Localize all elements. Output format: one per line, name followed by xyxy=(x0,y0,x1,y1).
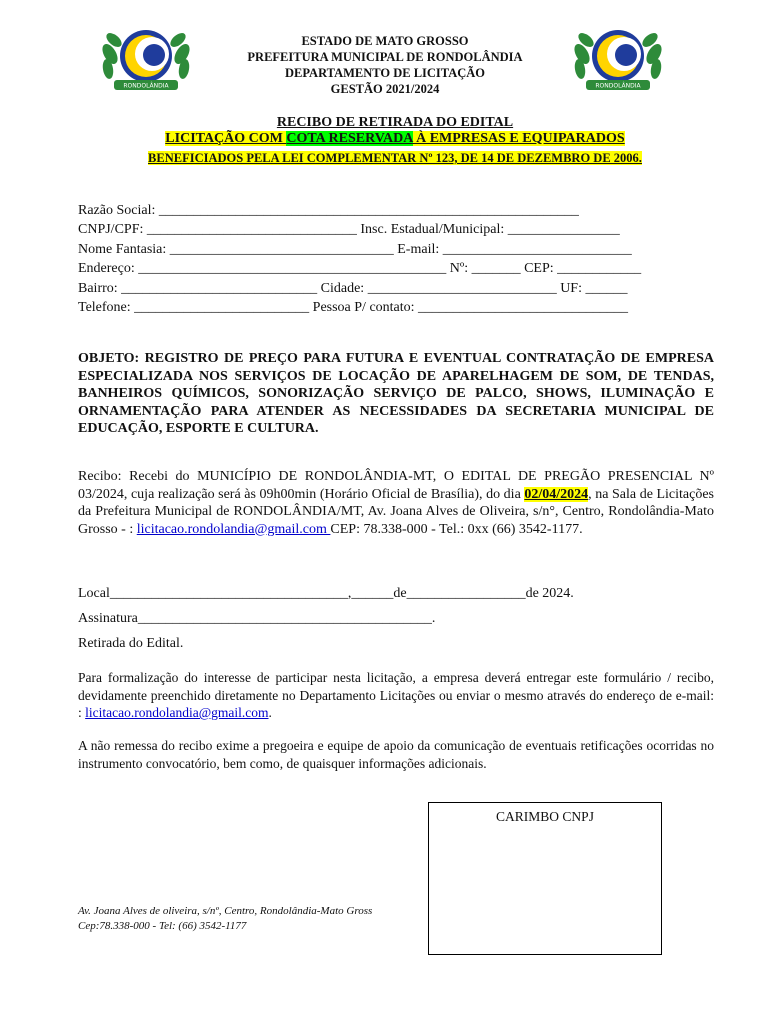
document-subtitle-law: BENEFICIADOS PELA LEI COMPLEMENTAR Nº 123, DE 14 DE DEZEMBRO DE 2006. xyxy=(148,151,642,165)
document-subtitle: LICITAÇÃO COM COTA RESERVADA À EMPRESAS E EQUIPARADOS xyxy=(165,131,625,146)
local-date-line[interactable]: Local__________________________________,______de_________________de 2024. xyxy=(78,586,574,601)
email-link[interactable]: licitacao.rondolandia@gmail.com xyxy=(136,521,331,537)
retirada-label: Retirada do Edital. xyxy=(78,636,184,651)
header-department: DEPARTAMENTO DE LICITAÇÃO xyxy=(284,66,486,80)
field-endereco[interactable]: Endereço: ____________________________________________ Nº: _______ CEP: ____________ xyxy=(78,261,642,276)
cota-reservada-highlight: COTA RESERVADA xyxy=(286,131,413,146)
cnpj-stamp-box[interactable] xyxy=(428,802,662,955)
stamp-label: CARIMBO CNPJ xyxy=(496,809,594,824)
document-title: RECIBO DE RETIRADA DO EDITAL xyxy=(276,115,514,130)
formalizacao-paragraph: Para formalização do interesse de participar nesta licitação, a empresa deverá entregar este formulário / recibo, devidamente preenchido diretamente no Departamento Licitações ou enviar o mesmo através do endereço de e-mail: : licitacao.rondolandia@gmail.com. xyxy=(78,670,714,720)
objeto-paragraph: OBJETO: REGISTRO DE PREÇO PARA FUTURA E EVENTUAL CONTRATAÇÃO DE EMPRESA ESPECIALIZADA NOS SERVIÇOS DE LOCAÇÃO DE APARELHAGEM DE SOM, DE TENDAS, BANHEIROS QUÍMICOS, SONORIZAÇÃO SERVIÇO DE PALCO, SHOWS, ILUMINAÇÃO E ORNAMENTAÇÃO PARA ATENDER AS NECESSIDADES DA SECRETARIA MUNICIPAL DE EDUCAÇÃO, ESPORTE E CULTURA. xyxy=(78,351,714,437)
field-nome-fantasia-email[interactable]: Nome Fantasia: ________________________________ E-mail: ___________________________ xyxy=(78,242,632,257)
recibo-paragraph: Recibo: Recebi do MUNICÍPIO DE RONDOLÂNDIA-MT, O EDITAL DE PREGÃO PRESENCIAL Nº 03/2024, cuja realização será às 09h00min (Horário Oficial de Brasília), do dia 02/04/2024, na Sala de Licitações da Prefeitura Municipal de RONDOLÂNDIA/MT, Av. Joana Alves de Oliveira, s/n°, Centro, Rondolândia-Mato Grosso - : licitacao.rondolandia@gmail.com CEP: 78.338-000 - Tel.: 0xx (66) 3542-1177. xyxy=(78,469,714,537)
footer-address xyxy=(78,904,372,934)
field-bairro-cidade-uf[interactable]: Bairro: ____________________________ Cidade: ___________________________ UF: ______ xyxy=(78,281,628,296)
session-date: 02/04/2024 xyxy=(524,486,589,502)
field-razao-social[interactable]: Razão Social: ____________________________________________________________ xyxy=(78,203,579,218)
header-gestao: GESTÃO 2021/2024 xyxy=(330,82,440,96)
field-cnpj-insc[interactable]: CNPJ/CPF: ______________________________ Insc. Estadual/Municipal: ________________ xyxy=(78,222,620,237)
email-link-2[interactable]: licitacao.rondolandia@gmail.com xyxy=(85,705,269,720)
signature-line[interactable]: Assinatura__________________________________________. xyxy=(78,611,436,626)
logo-ribbon-text: RONDOLÂNDIA xyxy=(123,82,169,90)
footer-address-line: Av. Joana Alves de oliveira, s/nº, Centro, Rondolândia-Mato Gross xyxy=(78,905,373,917)
field-telefone-contato[interactable]: Telefone: _________________________ Pessoa P/ contato: ______________________________ xyxy=(78,300,629,315)
remessa-paragraph: A não remessa do recibo exime a pregoeira e equipe de apoio da comunicação de eventuais retificações ocorridas no instrumento convocatório, bem como, de quaisquer informações adicionais. xyxy=(78,738,714,771)
header-prefeitura: PREFEITURA MUNICIPAL DE RONDOLÂNDIA xyxy=(247,50,523,64)
footer-contact-line: Cep:78.338-000 - Tel: (66) 3542-1177 xyxy=(78,920,247,932)
header-state: ESTADO DE MATO GROSSO xyxy=(301,34,469,48)
logo-ribbon-text: RONDOLÂNDIA xyxy=(595,82,641,90)
